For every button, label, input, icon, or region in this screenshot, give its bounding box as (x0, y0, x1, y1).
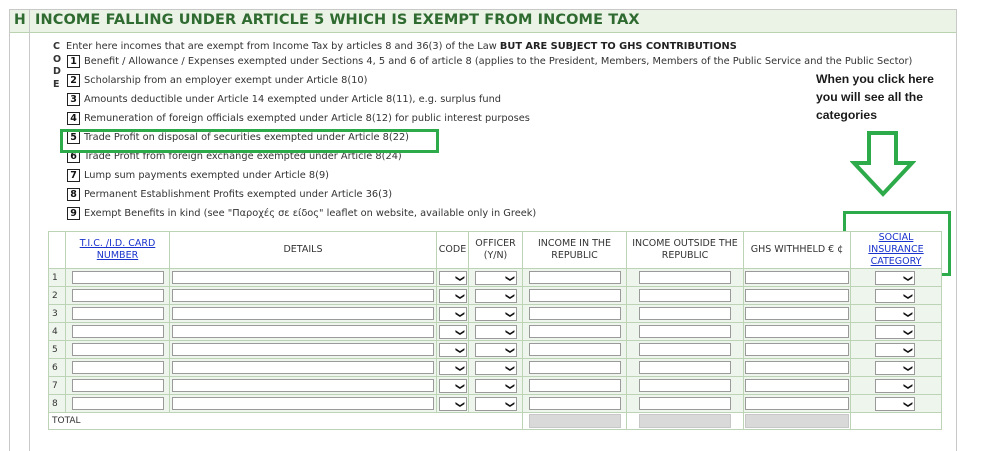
chevron-down-icon: ❯ (504, 382, 515, 390)
chevron-down-icon: ❯ (504, 328, 515, 336)
chevron-down-icon: ❯ (902, 382, 913, 390)
tic-input[interactable] (72, 343, 164, 356)
code-description: Trade Profit on disposal of securities exempted under Article 8(22) (84, 132, 409, 143)
col-details-header: DETAILS (170, 232, 437, 269)
income-republic-input[interactable] (529, 379, 621, 392)
total-ghs-withheld (745, 414, 849, 428)
details-input[interactable] (172, 397, 434, 410)
chevron-down-icon: ❯ (504, 346, 515, 354)
officer-select[interactable] (475, 397, 517, 411)
code-number: 5 (67, 131, 80, 144)
tic-input[interactable] (72, 397, 164, 410)
code-select[interactable] (439, 325, 467, 339)
chevron-down-icon: ❯ (454, 346, 465, 354)
code-item-7 (67, 169, 329, 184)
col-ghs-withheld-header: GHS WITHHELD € ¢ (744, 232, 851, 269)
social-insurance-select[interactable] (875, 343, 915, 357)
code-select[interactable] (439, 343, 467, 357)
code-description: Lump sum payments exempted under Article 8(9) (84, 170, 330, 181)
table-row (49, 395, 942, 413)
social-insurance-select[interactable] (875, 361, 915, 375)
details-input[interactable] (172, 271, 434, 284)
code-select[interactable] (439, 289, 467, 303)
details-input[interactable] (172, 289, 434, 302)
code-letter: C (53, 41, 60, 52)
table-row (49, 287, 942, 305)
code-item-9 (67, 207, 536, 222)
ghs-withheld-input[interactable] (745, 361, 849, 374)
total-label: TOTAL (49, 413, 523, 430)
income-republic-input[interactable] (529, 271, 621, 284)
code-letter: E (53, 78, 60, 90)
col-officer-header: OFFICER (Y/N) (469, 232, 523, 269)
down-arrow-icon (850, 130, 916, 198)
officer-select[interactable] (475, 343, 517, 357)
code-number: 6 (67, 150, 80, 163)
tic-input[interactable] (72, 289, 164, 302)
section-letter: H (14, 12, 26, 28)
code-select[interactable] (439, 361, 467, 375)
chevron-down-icon: ❯ (454, 400, 465, 408)
chevron-down-icon: ❯ (504, 274, 515, 282)
code-item-1 (67, 55, 912, 70)
chevron-down-icon: ❯ (902, 310, 913, 318)
income-outside-input[interactable] (639, 343, 731, 356)
income-outside-input[interactable] (639, 307, 731, 320)
details-input[interactable] (172, 325, 434, 338)
code-number: 4 (67, 112, 80, 125)
highlight-code-5 (60, 129, 439, 153)
income-outside-input[interactable] (639, 289, 731, 302)
code-number: 7 (67, 169, 80, 182)
ghs-withheld-input[interactable] (745, 271, 849, 284)
officer-select[interactable] (475, 289, 517, 303)
col-social-insurance-header[interactable]: SOCIAL INSURANCE CATEGORY (851, 232, 942, 269)
income-republic-input[interactable] (529, 289, 621, 302)
code-number: 3 (67, 93, 80, 106)
details-input[interactable] (172, 343, 434, 356)
income-outside-input[interactable] (639, 271, 731, 284)
col-rownum-header (49, 232, 66, 269)
officer-select[interactable] (475, 379, 517, 393)
chevron-down-icon: ❯ (902, 274, 913, 282)
income-republic-input[interactable] (529, 361, 621, 374)
row-number: 2 (49, 287, 66, 305)
code-letter: O (53, 53, 62, 65)
code-description: Scholarship from an employer exempt under Article 8(10) (84, 75, 368, 86)
chevron-down-icon: ❯ (504, 364, 515, 372)
chevron-down-icon: ❯ (902, 364, 913, 372)
details-input[interactable] (172, 379, 434, 392)
code-description: Benefit / Allowance / Expenses exempted under Sections 4, 5 and 6 of article 8 (applies to the President, Members, Members of the Public Service and the Public Sector) (84, 56, 913, 67)
social-insurance-select[interactable] (875, 271, 915, 285)
chevron-down-icon: ❯ (454, 328, 465, 336)
income-republic-input[interactable] (529, 307, 621, 320)
chevron-down-icon: ❯ (902, 400, 913, 408)
income-outside-input[interactable] (639, 361, 731, 374)
ghs-withheld-input[interactable] (745, 343, 849, 356)
income-republic-input[interactable] (529, 397, 621, 410)
income-republic-input[interactable] (529, 325, 621, 338)
code-item-2 (67, 74, 367, 89)
ghs-withheld-input[interactable] (745, 325, 849, 338)
code-item-8 (67, 188, 392, 203)
chevron-down-icon: ❯ (454, 274, 465, 282)
row-number: 7 (49, 377, 66, 395)
code-number: 8 (67, 188, 80, 201)
chevron-down-icon: ❯ (902, 292, 913, 300)
ghs-withheld-input[interactable] (745, 379, 849, 392)
section-separator (29, 10, 30, 451)
details-input[interactable] (172, 307, 434, 320)
chevron-down-icon: ❯ (504, 400, 515, 408)
code-description: Amounts deductible under Article 14 exempted under Article 8(11), e.g. surplus fund (84, 94, 501, 105)
col-income-republic-header: INCOME IN THE REPUBLIC (523, 232, 627, 269)
code-vertical-label (53, 41, 63, 91)
code-number: 9 (67, 207, 80, 220)
tic-input[interactable] (72, 271, 164, 284)
intro-plain: Enter here incomes that are exempt from Income Tax by articles 8 and 36(3) of the Law (66, 41, 500, 52)
code-select[interactable] (439, 397, 467, 411)
code-number: 1 (67, 55, 80, 68)
chevron-down-icon: ❯ (454, 310, 465, 318)
code-select[interactable] (439, 307, 467, 321)
section-title: INCOME FALLING UNDER ARTICLE 5 WHICH IS EXEMPT FROM INCOME TAX (35, 12, 640, 28)
officer-select[interactable] (475, 271, 517, 285)
officer-select[interactable] (475, 307, 517, 321)
tic-input[interactable] (72, 325, 164, 338)
row-number: 1 (49, 269, 66, 287)
chevron-down-icon: ❯ (902, 346, 913, 354)
code-item-3 (67, 93, 501, 108)
table-row (49, 323, 942, 341)
row-number: 4 (49, 323, 66, 341)
chevron-down-icon: ❯ (902, 328, 913, 336)
code-description: Permanent Establishment Profits exempted under Article 36(3) (84, 189, 393, 200)
tic-input[interactable] (72, 361, 164, 374)
income-outside-input[interactable] (639, 325, 731, 338)
income-outside-input[interactable] (639, 397, 731, 410)
row-number: 5 (49, 341, 66, 359)
income-table (48, 231, 942, 430)
total-income-republic (529, 414, 621, 428)
social-insurance-select[interactable] (875, 289, 915, 303)
callout-annotation: When you click here you will see all the categories (816, 72, 934, 122)
row-number: 3 (49, 305, 66, 323)
social-insurance-select[interactable] (875, 397, 915, 411)
code-item-4 (67, 112, 530, 127)
tic-input[interactable] (72, 307, 164, 320)
col-income-outside-header: INCOME OUTSIDE THE REPUBLIC (627, 232, 744, 269)
chevron-down-icon: ❯ (454, 292, 465, 300)
table-row (49, 377, 942, 395)
code-number: 2 (67, 74, 80, 87)
intro-text (66, 41, 737, 52)
income-republic-input[interactable] (529, 343, 621, 356)
officer-select[interactable] (475, 361, 517, 375)
social-insurance-select[interactable] (875, 325, 915, 339)
officer-select[interactable] (475, 325, 517, 339)
social-insurance-select[interactable] (875, 307, 915, 321)
code-select[interactable] (439, 271, 467, 285)
code-description: Remuneration of foreign officials exempted under Article 8(12) for public interest purposes (84, 113, 530, 124)
row-number: 8 (49, 395, 66, 413)
code-description: Exempt Benefits in kind (see "Παροχές σε είδος" leaflet on website, available only in Greek) (84, 208, 537, 219)
chevron-down-icon: ❯ (454, 382, 465, 390)
chevron-down-icon: ❯ (504, 310, 515, 318)
table-row (49, 305, 942, 323)
social-insurance-select[interactable] (875, 379, 915, 393)
total-row (49, 413, 942, 430)
ghs-withheld-input[interactable] (745, 397, 849, 410)
chevron-down-icon: ❯ (504, 292, 515, 300)
col-code-header: CODE (437, 232, 469, 269)
row-number: 6 (49, 359, 66, 377)
code-select[interactable] (439, 379, 467, 393)
intro-bold: BUT ARE SUBJECT TO GHS CONTRIBUTIONS (499, 41, 737, 52)
total-income-outside (639, 414, 731, 428)
code-description: Trade Profit from foreign exchange exempted under Article 8(24) (84, 151, 402, 162)
ghs-withheld-input[interactable] (745, 289, 849, 302)
table-row (49, 269, 942, 287)
chevron-down-icon: ❯ (454, 364, 465, 372)
table-row (49, 341, 942, 359)
col-tic-header[interactable]: T.I.C. /I.D. CARD NUMBER (66, 232, 170, 269)
code-letter: D (53, 66, 61, 77)
ghs-withheld-input[interactable] (745, 307, 849, 320)
details-input[interactable] (172, 361, 434, 374)
tic-input[interactable] (72, 379, 164, 392)
table-row (49, 359, 942, 377)
income-outside-input[interactable] (639, 379, 731, 392)
